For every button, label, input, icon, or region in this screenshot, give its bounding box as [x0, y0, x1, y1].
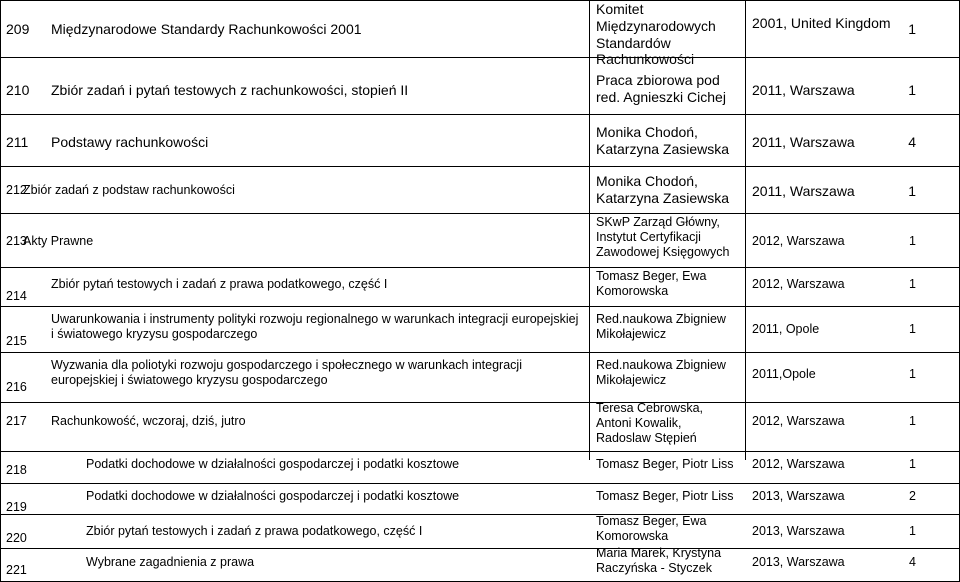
book-author: SKwP Zarząd Główny, Instytut Certyfikacji Zawodowej Księgowych — [596, 215, 730, 259]
book-title: Akty Prawne — [23, 234, 94, 248]
book-publication: 2011, Warszawa — [752, 183, 855, 199]
book-quantity: 1 — [908, 21, 916, 37]
book-quantity: 1 — [908, 183, 916, 199]
book-quantity: 1 — [909, 322, 916, 336]
book-title: Zbiór pytań testowych i zadań z prawa podatkowego, część I — [51, 277, 388, 291]
book-quantity: 1 — [909, 457, 916, 471]
table-row — [0, 306, 960, 352]
book-publication: 2013, Warszawa — [752, 524, 845, 538]
row-number: 210 — [6, 82, 30, 98]
book-author: Praca zbiorowa pod red. Agnieszki Cichej — [596, 72, 726, 105]
table-row — [0, 0, 960, 68]
book-publication: 2012, Warszawa — [752, 414, 845, 428]
row-number: 212 — [6, 183, 27, 197]
row-number: 209 — [6, 21, 30, 37]
book-quantity: 1 — [909, 414, 916, 428]
book-author: Tomasz Beger, Piotr Liss — [596, 457, 734, 471]
row-number: 218 — [6, 463, 27, 477]
book-author: Komitet Międzynarodowych Standardów Rachunkowości — [596, 1, 716, 68]
book-publication: 2012, Warszawa — [752, 234, 845, 248]
book-quantity: 1 — [908, 82, 916, 98]
book-author: Tomasz Beger, Ewa Komorowska — [596, 269, 707, 298]
book-title: Uwarunkowania i instrumenty polityki rozwoju regionalnego w warunkach integracji europejskiej i światowego kryzysu gospodarczego — [51, 312, 579, 341]
book-author: Tomasz Beger, Ewa Komorowska — [596, 514, 707, 543]
table-row — [0, 267, 960, 306]
book-quantity: 1 — [909, 367, 916, 381]
table-row — [0, 451, 960, 483]
book-publication: 2013, Warszawa — [752, 555, 845, 569]
table-row — [0, 352, 960, 402]
book-title: Wybrane zagadnienia z prawa — [86, 555, 255, 569]
book-title: Międzynarodowe Standardy Rachunkowości 2001 — [51, 21, 362, 37]
book-quantity: 4 — [908, 134, 916, 150]
book-publication: 2001, United Kingdom — [752, 15, 891, 31]
book-author: Red.naukowa Zbigniew Mikołajewicz — [596, 312, 726, 341]
book-quantity: 4 — [909, 555, 916, 569]
book-publication: 2011, Opole — [752, 322, 820, 336]
row-number: 221 — [6, 563, 27, 577]
table-row — [0, 483, 960, 514]
book-publication: 2011, Warszawa — [752, 134, 855, 150]
table-row — [0, 213, 960, 267]
book-publication: 2012, Warszawa — [752, 457, 845, 471]
book-author: Maria Marek, Krystyna Raczyńska - Styczek — [596, 546, 722, 575]
book-title: Zbiór pytań testowych i zadań z prawa podatkowego, część I — [86, 524, 423, 538]
row-number: 217 — [6, 414, 27, 428]
row-number: 219 — [6, 500, 27, 514]
book-title: Podatki dochodowe w działalności gospodarczej i podatki kosztowe — [86, 457, 460, 471]
book-author: Teresa Cebrowska, Antoni Kowalik, Radoslaw Stępień — [596, 401, 703, 445]
row-number: 216 — [6, 380, 27, 394]
book-quantity: 1 — [909, 524, 916, 538]
table-row — [0, 166, 960, 213]
table-row — [0, 114, 960, 166]
row-number: 211 — [6, 134, 29, 150]
table-row — [0, 402, 960, 451]
book-title: Podatki dochodowe w działalności gospodarczej i podatki kosztowe — [86, 489, 460, 503]
row-number: 215 — [6, 334, 27, 348]
book-publication: 2011, Warszawa — [752, 82, 855, 98]
book-title: Wyzwania dla poliotyki rozwoju gospodarczego i społecznego w warunkach integracji europejskiej i światowego kryzysu gospodarczego — [51, 358, 522, 387]
book-author: Monika Chodoń, Katarzyna Zasiewska — [596, 173, 730, 206]
book-quantity: 2 — [909, 489, 916, 503]
row-number: 214 — [6, 289, 27, 303]
book-publication: 2013, Warszawa — [752, 489, 845, 503]
book-publication: 2012, Warszawa — [752, 277, 845, 291]
book-author: Monika Chodoń, Katarzyna Zasiewska — [596, 124, 730, 157]
book-quantity: 1 — [909, 277, 916, 291]
book-title: Podstawy rachunkowości — [51, 134, 209, 150]
book-title: Zbiór zadań i pytań testowych z rachunkowości, stopień II — [51, 82, 409, 98]
book-title: Zbiór zadań z podstaw rachunkowości — [23, 183, 235, 197]
book-title: Rachunkowość, wczoraj, dziś, jutro — [51, 414, 246, 428]
book-author: Tomasz Beger, Piotr Liss — [596, 489, 734, 503]
table-row — [0, 57, 960, 114]
book-quantity: 1 — [909, 234, 916, 248]
row-number: 213 — [6, 234, 27, 248]
book-publication: 2011,Opole — [752, 367, 816, 381]
book-author: Red.naukowa Zbigniew Mikołajewicz — [596, 358, 726, 387]
row-number: 220 — [6, 531, 27, 545]
table-row — [0, 548, 960, 581]
table-row — [0, 514, 960, 548]
